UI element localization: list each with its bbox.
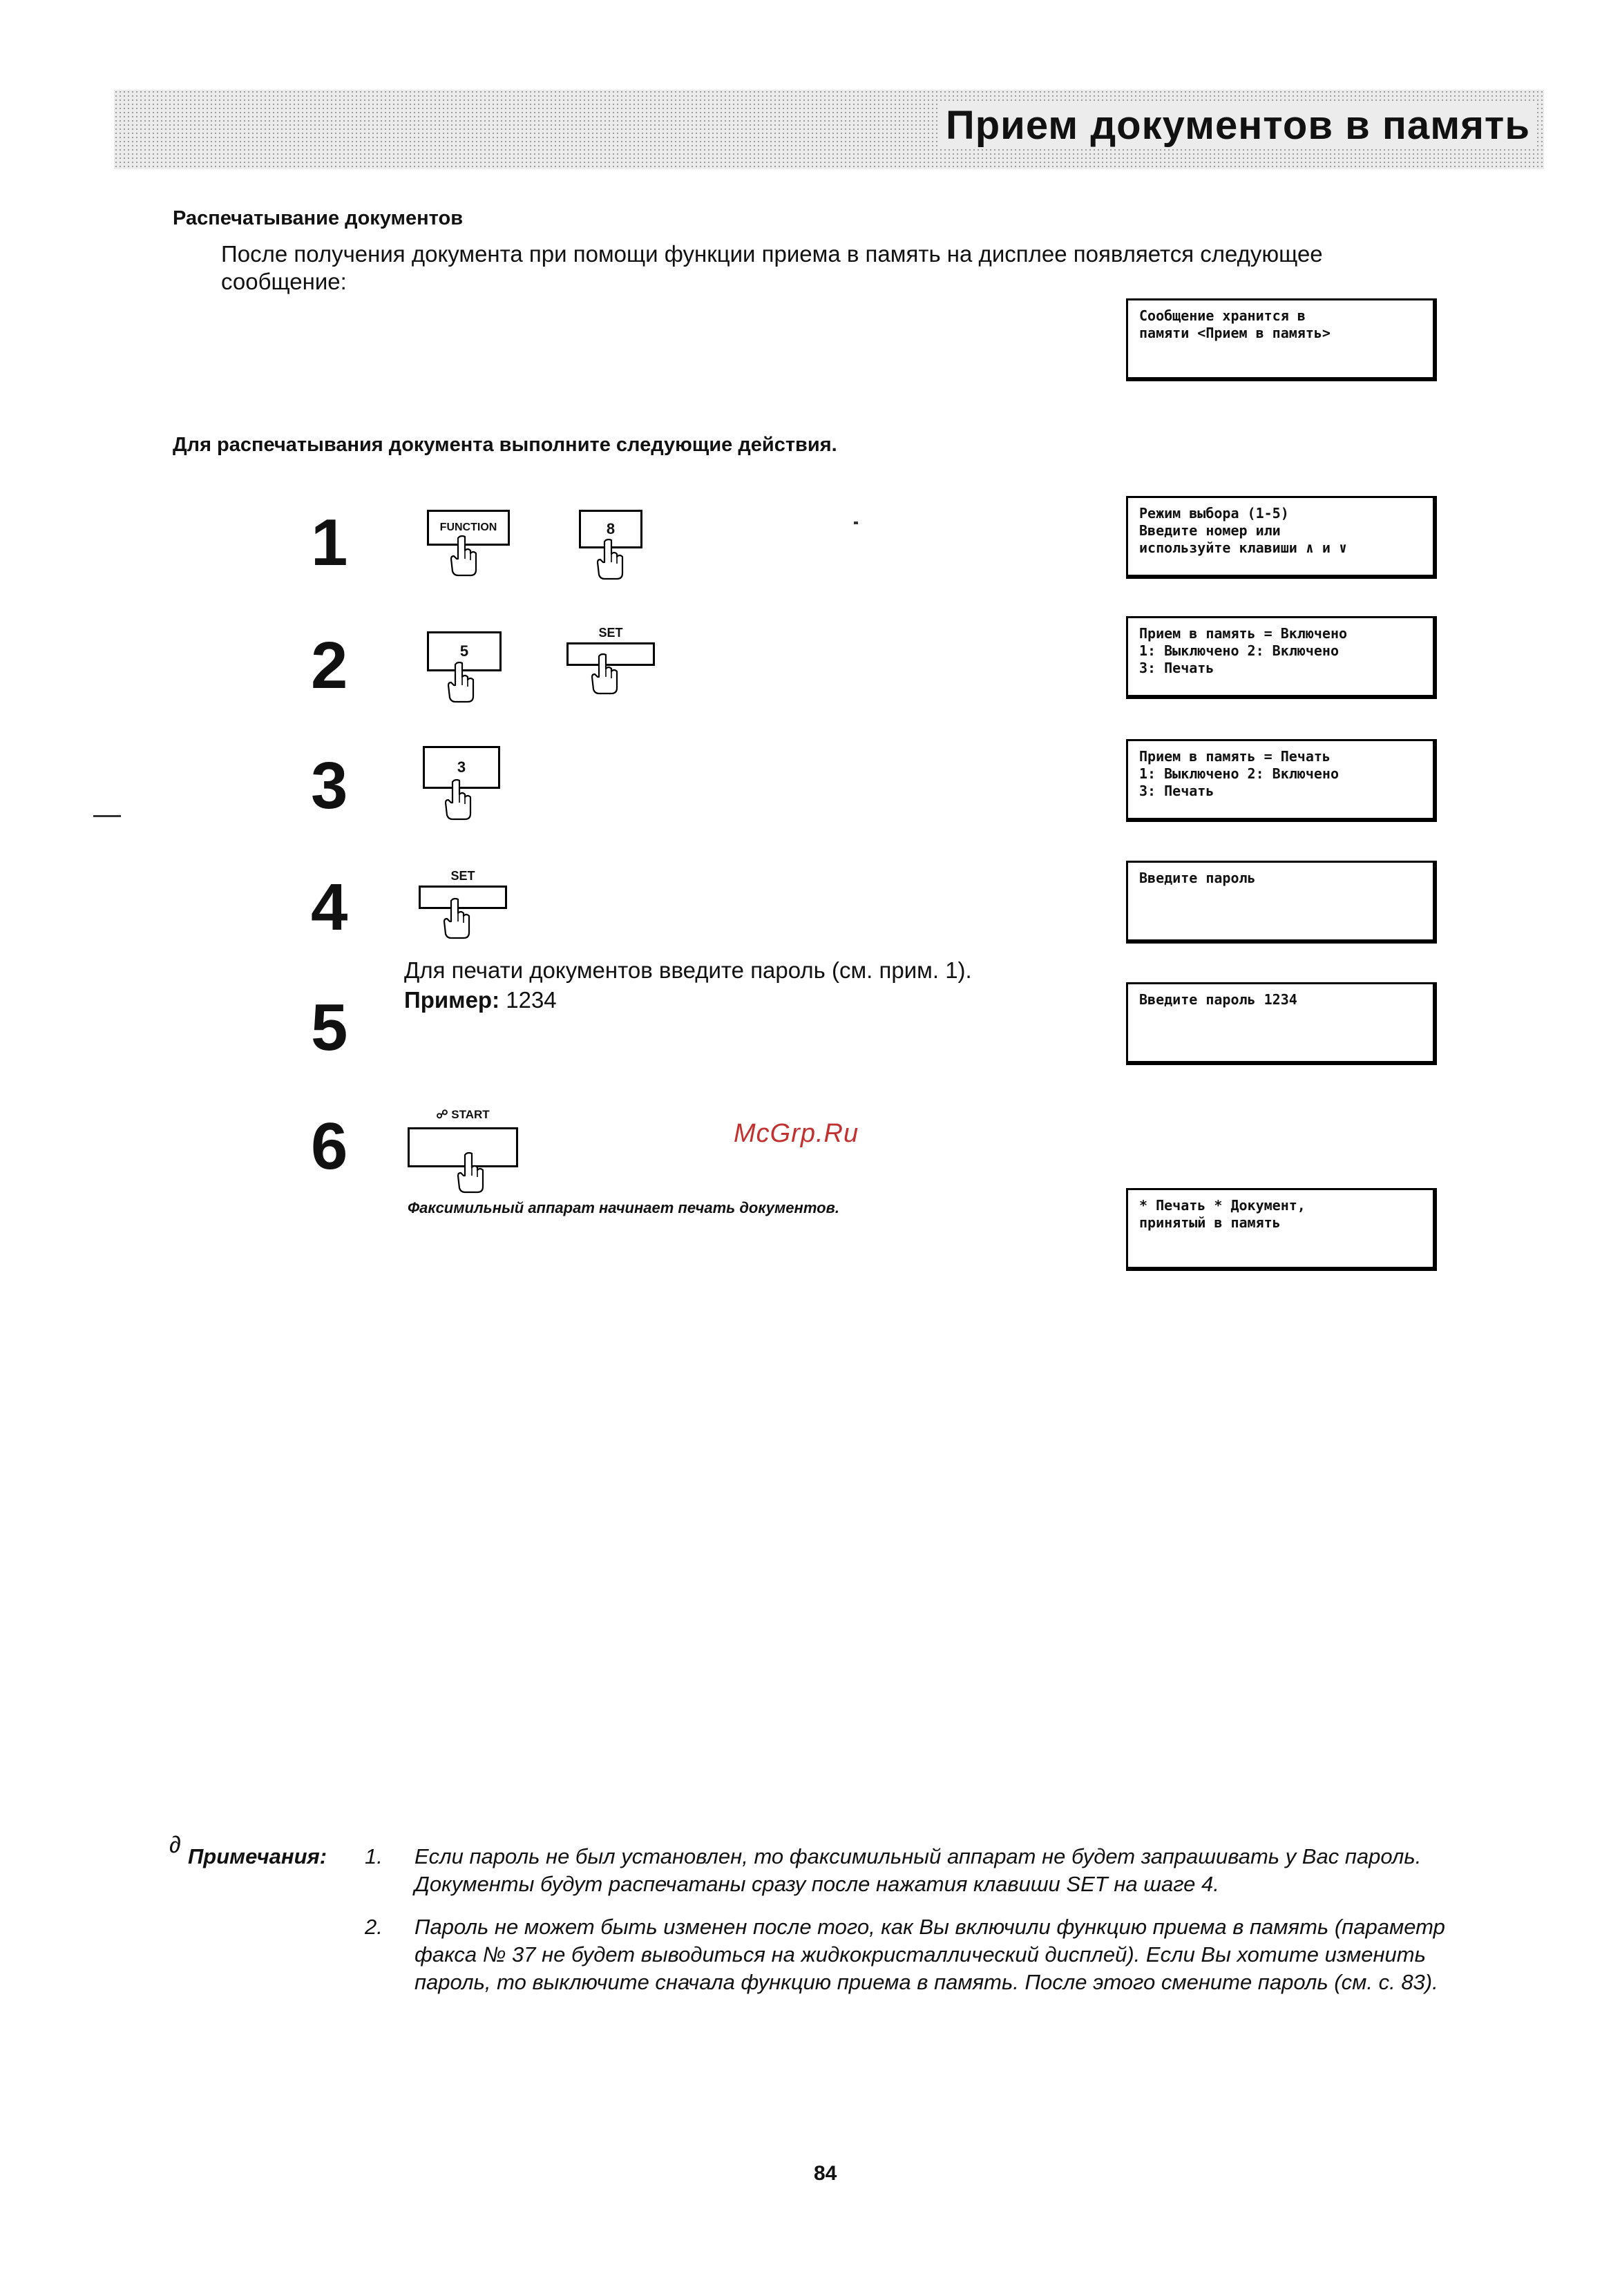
step-6-number: 6: [311, 1109, 348, 1183]
key-8-label: 8: [606, 520, 616, 537]
function-key-label: FUNCTION: [439, 522, 497, 533]
finger-press-icon: [449, 535, 478, 577]
step-5-text: Для печати документов введите пароль (см. прим. 1).: [404, 957, 972, 983]
finger-press-icon: [590, 653, 619, 695]
lcd-step-6: * Печать * Документ, принятый в память: [1126, 1188, 1437, 1271]
finger-press-icon: [444, 779, 473, 821]
note-2-num: 2.: [365, 1915, 383, 1939]
note-icon: ∂: [169, 1832, 181, 1858]
example-label: Пример:: [404, 987, 500, 1013]
lcd-memory-message: Сообщение хранится в памяти <Прием в память>: [1126, 298, 1437, 381]
section-heading-printing: Распечатывание документов: [173, 207, 464, 229]
note-1-num: 1.: [365, 1844, 383, 1868]
step-6-caption: Факсимильный аппарат начинает печать документов.: [408, 1199, 839, 1216]
start-icon: ☍: [436, 1108, 448, 1121]
key-5-label: 5: [459, 642, 469, 660]
note-1-text: Если пароль не был установлен, то факсимильный аппарат не будет запрашивать у Вас пароль. Документы будут распечатаны сразу после нажатия клавиши SET на шаге 4.: [414, 1844, 1422, 1896]
lcd-step-3: Прием в память = Печать 1: Выключено 2: Включено 3: Печать: [1126, 739, 1437, 822]
step-1-number: 1: [311, 506, 348, 580]
step-4-number: 4: [311, 870, 348, 944]
stray-dot: [854, 522, 858, 524]
lcd-step-5: Введите пароль 1234: [1126, 982, 1437, 1065]
step-3-number: 3: [311, 749, 348, 823]
example-value: 1234: [506, 987, 557, 1013]
set-key-label: SET: [450, 869, 475, 883]
page-title: Прием документов в память: [939, 102, 1537, 149]
section-heading-steps: Для распечатывания документа выполните следующие действия.: [173, 434, 837, 456]
page-number: 84: [814, 2162, 837, 2185]
notes-label: Примечания:: [188, 1844, 327, 1868]
watermark: McGrp.Ru: [734, 1119, 859, 1148]
finger-press-icon: [442, 898, 471, 939]
start-key-text: START: [451, 1108, 490, 1121]
finger-press-icon: [456, 1152, 485, 1194]
step-5-example: [404, 986, 557, 1014]
key-3-label: 3: [457, 758, 466, 776]
lcd-step-2: Прием в память = Включено 1: Выключено 2: Включено 3: Печать: [1126, 616, 1437, 699]
set-key-label: SET: [598, 626, 623, 640]
step-2-number: 2: [311, 629, 348, 702]
lcd-step-1: Режим выбора (1-5) Введите номер или используйте клавиши ∧ и ∨: [1126, 496, 1437, 579]
intro-text: После получения документа при помощи функции приема в память на дисплее появляется следующее сообщение:: [221, 241, 1323, 294]
finger-press-icon: [595, 539, 625, 580]
step-5-number: 5: [311, 991, 348, 1064]
header-band: [114, 90, 1544, 169]
start-key-label: [408, 1108, 518, 1122]
lcd-step-4: Введите пароль: [1126, 861, 1437, 944]
margin-mark: [93, 815, 121, 817]
note-2-text: Пароль не может быть изменен после того, как Вы включили функцию приема в память (параметр факса № 37 не будет выводиться на жидкокристаллический дисплей). Если Вы хотите изменить пароль, то выключите сначала функцию приема в память. После этого смените пароль (см. с. 83).: [414, 1915, 1445, 1994]
finger-press-icon: [446, 662, 475, 703]
